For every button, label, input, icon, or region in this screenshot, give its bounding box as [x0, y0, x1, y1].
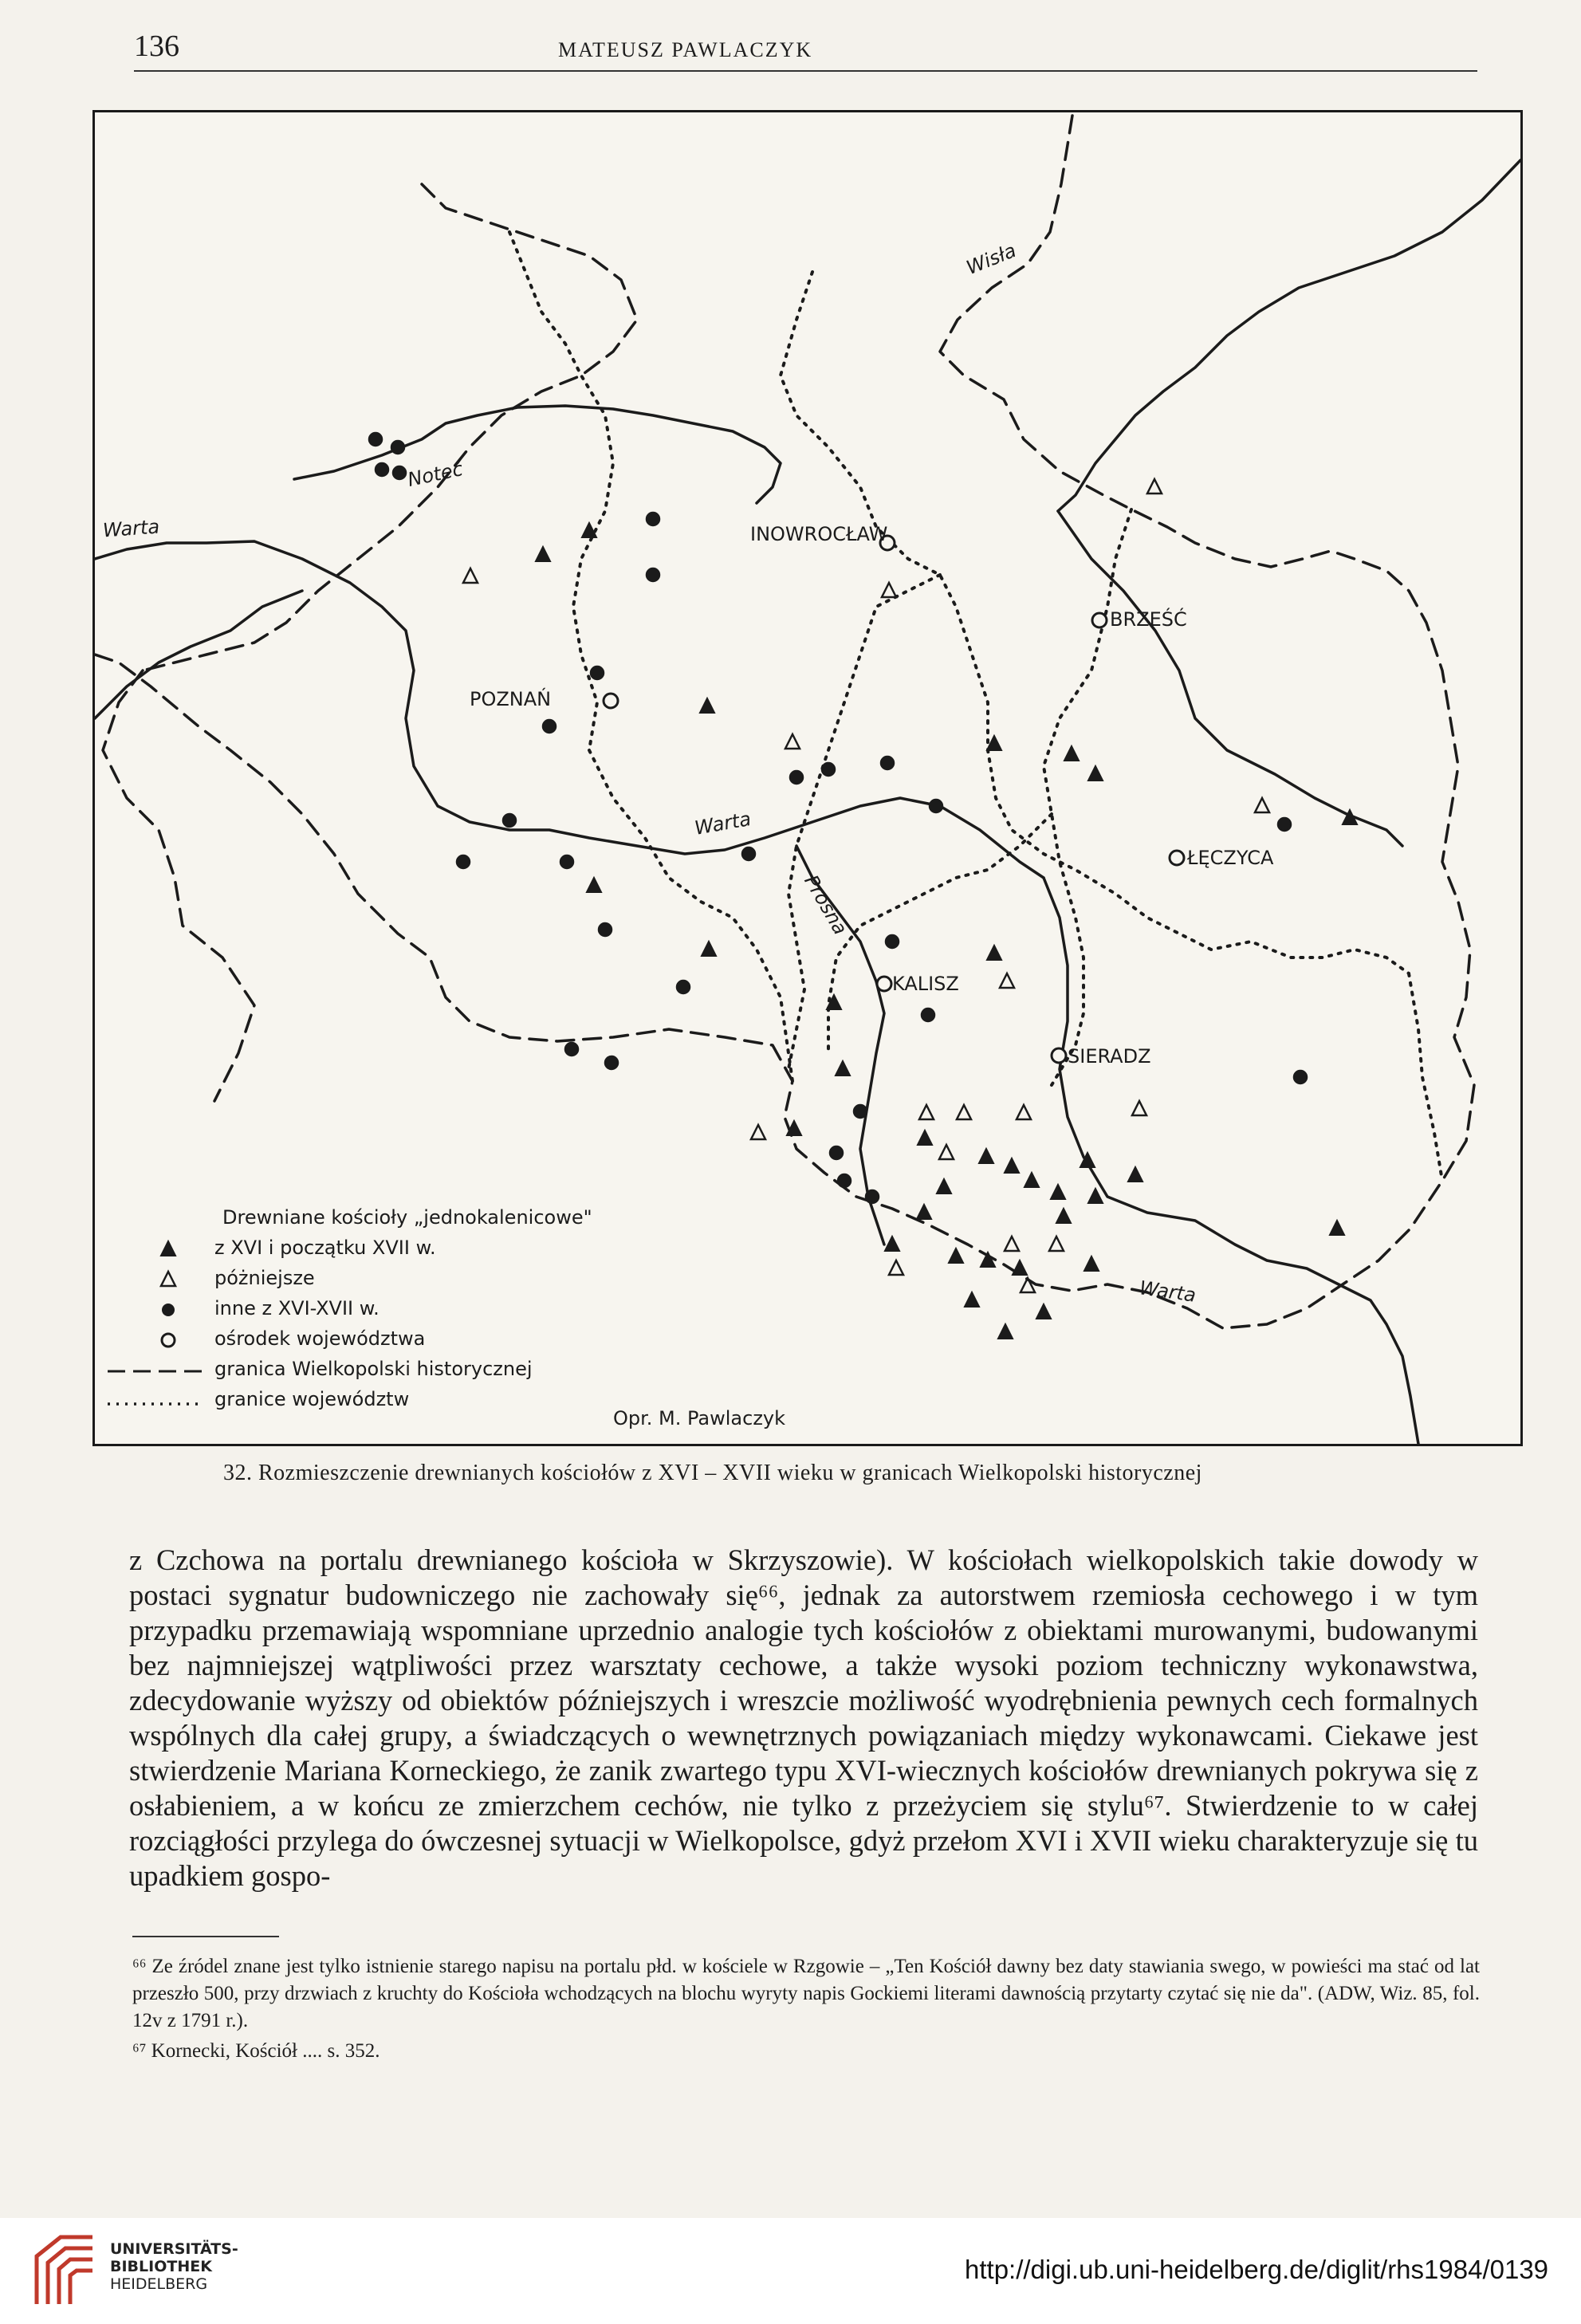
church-early-marker [918, 1131, 932, 1145]
church-early-marker [536, 547, 550, 561]
church-later-marker [957, 1105, 971, 1119]
church-later-marker [1049, 1237, 1064, 1251]
city-label-kalisz: KALISZ [892, 973, 959, 995]
church-later-marker [1000, 973, 1014, 988]
river-warta-south [1044, 878, 1418, 1444]
footnotes [132, 1953, 1480, 2065]
church-other-marker [854, 1105, 867, 1118]
church-other-marker [393, 466, 406, 479]
church-other-marker [369, 433, 382, 446]
province-boundary [1044, 509, 1131, 1085]
church-early-marker [1013, 1260, 1027, 1275]
church-other-marker [599, 923, 612, 936]
legend-row [103, 1267, 709, 1294]
map-figure [92, 110, 1523, 1446]
church-other-marker [605, 1056, 618, 1069]
church-other-marker [1278, 818, 1291, 831]
library-name [110, 2240, 285, 2293]
church-early-marker [700, 698, 714, 713]
library-name-line: UNIVERSITÄTS- [110, 2240, 238, 2258]
body-text [129, 1543, 1478, 1893]
church-later-marker [785, 734, 800, 749]
church-later-marker [889, 1260, 903, 1275]
river-label-wisla: Wisła [963, 238, 1020, 280]
church-other-marker [881, 757, 894, 769]
church-other-marker [830, 1146, 843, 1159]
church-early-marker [1056, 1209, 1071, 1223]
church-other-marker [838, 1174, 851, 1187]
church-other-marker [543, 720, 556, 733]
header-rule [134, 70, 1477, 72]
church-early-marker [937, 1179, 951, 1193]
church-other-marker [591, 667, 604, 679]
historic-boundary [95, 116, 1474, 1328]
river-notec [294, 406, 781, 503]
library-name-line: HEIDELBERG [110, 2275, 208, 2293]
church-later-marker [1255, 798, 1269, 812]
river-wisla [1058, 160, 1520, 511]
river-label-warta-center: Warta [693, 808, 753, 840]
footnote-67: ⁶⁷ Kornecki, Kościół .... s. 352. [132, 2040, 380, 2062]
church-early-marker [1088, 1189, 1103, 1203]
church-early-marker [1330, 1221, 1344, 1235]
source-url-link[interactable]: http://digi.ub.uni-heidelberg.de/diglit/rhs1984/0139 [965, 2255, 1549, 2284]
church-early-marker [949, 1249, 963, 1263]
church-early-marker [1064, 746, 1079, 761]
voivodeship-seat-marker [1052, 1048, 1066, 1063]
footnote-rule [132, 1936, 279, 1937]
river-wisla-lower [1058, 511, 1402, 846]
church-early-marker [1051, 1185, 1065, 1199]
historic-boundary-west [103, 670, 254, 1101]
church-other-marker [677, 981, 690, 993]
city-label-brzesc: BRZEŚĆ [1110, 608, 1187, 631]
running-head: MATEUSZ PAWLACZYK [558, 38, 813, 61]
church-later-marker [751, 1125, 765, 1139]
legend-row [103, 1358, 709, 1385]
church-other-marker [457, 855, 470, 868]
river-warta [95, 541, 1044, 878]
legend-label: inne z XVI-XVII w. [214, 1297, 380, 1319]
page-number: 136 [134, 29, 179, 63]
library-name-line: BIBLIOTHEK [110, 2258, 212, 2275]
voivodeship-seat-marker [1170, 851, 1184, 865]
city-label-inowroclaw: INOWROCŁAW [750, 523, 888, 545]
historic-boundary-north [143, 184, 637, 670]
province-boundary [828, 814, 1052, 1053]
church-early-marker [1084, 1256, 1099, 1271]
figure-caption: 32. Rozmieszczenie drewnianych kościołów z XVI – XVII wieku w granicach Wielkopolski historycznej [223, 1461, 1202, 1485]
church-other-marker [647, 513, 659, 525]
river-label-warta-west: Warta [102, 515, 160, 542]
church-other-marker [886, 935, 899, 948]
open-triangle-icon [103, 1267, 206, 1294]
legend-label: granice województw [214, 1388, 410, 1410]
church-early-marker [1005, 1158, 1019, 1173]
church-other-marker [930, 800, 942, 812]
church-other-marker [391, 441, 404, 454]
church-early-marker [979, 1149, 993, 1163]
church-later-marker [919, 1105, 934, 1119]
church-later-marker [939, 1145, 954, 1159]
river-label-notec: Noteć [405, 458, 466, 491]
church-other-marker [503, 814, 516, 827]
voivodeship-seat-marker [877, 977, 891, 991]
legend-row [103, 1297, 709, 1324]
city-label-poznan: POZNAŃ [470, 688, 552, 710]
river-west-tributary [95, 591, 302, 718]
voivodeship-seat-marker [604, 694, 618, 708]
voivodeship-seat-marker [1092, 613, 1107, 627]
footnote-66: ⁶⁶ Ze źródel znane jest tylko istnienie starego napisu na portalu płd. w kościele w Rzgowie – „Ten Kościół dawny bez daty stawiania swego, w powieści ma stać od lat przeszło 500, przy drzwiach z kruchty do Kościoła wchodzących na blochu wyryty napis Gockiemi literami dawnością przytarty czytać się nie da". (ADW, Wiz. 85, fol. 12v z 1791 r.). [132, 1956, 1480, 2031]
church-early-marker [1036, 1304, 1051, 1319]
church-early-marker [885, 1237, 899, 1251]
church-later-marker [1005, 1237, 1019, 1251]
filled-circle-icon [103, 1297, 206, 1324]
dashed-line-icon [103, 1358, 206, 1385]
river-label-warta-south: Warta [1138, 1276, 1198, 1307]
map-credit: Opr. M. Pawlaczyk [613, 1407, 786, 1429]
legend-row [103, 1327, 709, 1355]
church-early-marker [987, 946, 1001, 960]
church-other-marker [565, 1043, 578, 1056]
church-later-marker [1017, 1105, 1031, 1119]
church-later-marker [1021, 1278, 1035, 1292]
legend-label: póżniejsze [214, 1267, 315, 1289]
open-circle-icon [103, 1327, 206, 1355]
church-early-marker [1088, 766, 1103, 781]
church-other-marker [866, 1190, 879, 1203]
province-boundary [1409, 973, 1442, 1181]
legend-label: z XVI i początku XVII w. [214, 1237, 436, 1259]
body-paragraph: z Czchowa na portalu drewnianego kościoła w Skrzyszowie). W kościołach wielkopolskich takie dowody w postaci sygnatur budowniczego nie zachowały się⁶⁶, jednak za autorstwem rzemiosła cechowego i w tym przypadku przemawiają wspomniane uprzednio analogie tych kościołów z obiektami murowanymi, budowanymi bez najmniejszej wątpliwości przez warsztaty cechowe, a także wysoki poziom techniczny wykonawstwa, zdecydowanie wyższy od obiektów późniejszych i wreszcie możliwość wyodrębnienia pewnych cech formalnych wspólnych dla całej grupy, a świadczących o wewnętrznych powiązaniach między wykonawcami. Ciekawe jest stwierdzenie Mariana Korneckiego, że zanik zwartego typu XVI-wiecznych kościołów drewnianych pokrywa się z osłabieniem, a w końcu ze zmierzchem cechów, nie tylko z przeżyciem się stylu⁶⁷. Stwierdzenie to w całej rozciągłości przylega do ówczesnej sytuacji w Wielkopolsce, gdyż przełom XVI i XVII wieku charakteryzuje się tu upadkiem gospo- [129, 1543, 1478, 1892]
church-other-marker [822, 763, 835, 776]
church-early-marker [965, 1292, 979, 1307]
church-later-marker [1147, 479, 1162, 494]
legend-label: granica Wielkopolski historycznej [214, 1358, 533, 1380]
church-other-marker [1294, 1071, 1307, 1083]
legend-title: Drewniane kościoły „jednokalenicowe" [222, 1206, 592, 1229]
church-other-marker [560, 855, 573, 868]
legend-label: ośrodek województwa [214, 1327, 426, 1350]
church-early-marker [998, 1324, 1013, 1339]
church-other-marker [790, 771, 803, 784]
church-other-marker [647, 568, 659, 581]
river-label-prosna: Prosna [800, 871, 852, 939]
city-label-sieradz: SIERADZ [1068, 1045, 1151, 1068]
dotted-line-icon [103, 1388, 206, 1415]
church-other-marker [376, 463, 388, 476]
library-logo-icon [29, 2232, 99, 2309]
church-later-marker [882, 583, 896, 597]
legend-row [103, 1237, 709, 1264]
city-label-leczyca: ŁĘCZYCA [1187, 847, 1274, 869]
church-later-marker [1132, 1101, 1146, 1115]
church-early-marker [1128, 1167, 1142, 1182]
church-early-marker [587, 878, 601, 892]
church-early-marker [917, 1205, 931, 1219]
church-early-marker [836, 1061, 850, 1075]
church-other-marker [922, 1009, 934, 1021]
church-other-marker [742, 847, 755, 860]
church-later-marker [463, 568, 478, 583]
filled-triangle-icon [103, 1237, 206, 1264]
church-early-marker [1025, 1173, 1039, 1187]
church-early-marker [702, 942, 716, 956]
